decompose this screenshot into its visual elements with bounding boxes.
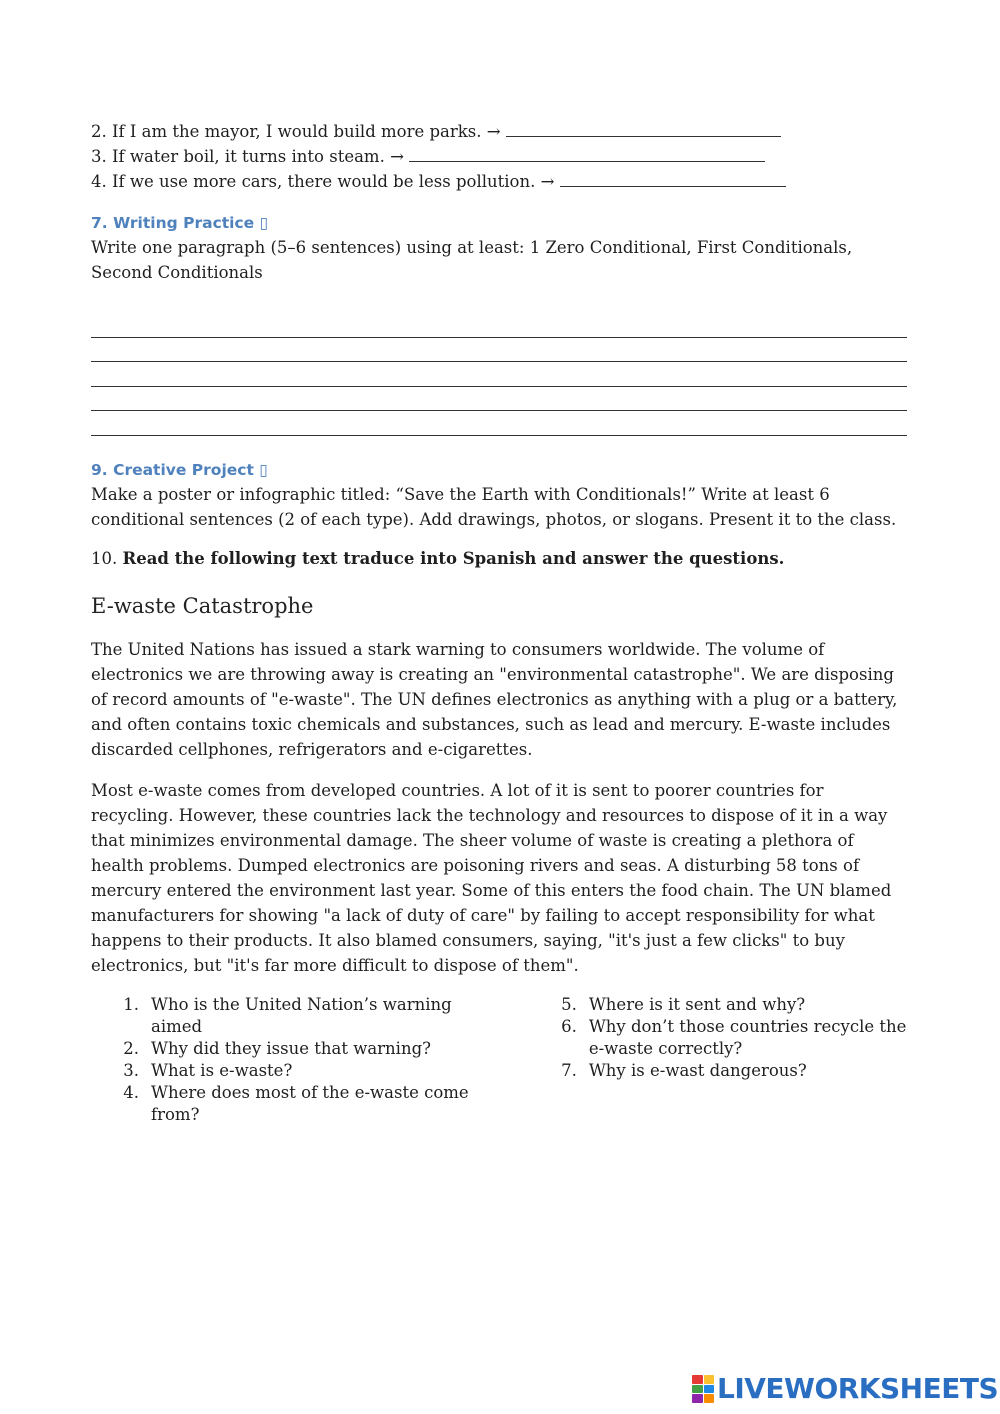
question-number: 6. xyxy=(561,1016,577,1036)
writing-line[interactable] xyxy=(91,387,907,412)
question-5 xyxy=(559,994,907,1016)
exercise-item-text: 3. If water boil, it turns into steam. → xyxy=(91,147,410,166)
logo-text: LIVEWORKSHEETS xyxy=(717,1372,999,1405)
article-title: E-waste Catastrophe xyxy=(91,593,314,618)
question-number: 2. xyxy=(123,1038,139,1058)
question-2 xyxy=(91,1038,499,1060)
logo-square xyxy=(692,1375,703,1384)
logo-square xyxy=(704,1385,715,1394)
logo-square xyxy=(692,1385,703,1394)
exercise-item-text: 2. If I am the mayor, I would build more parks. → xyxy=(91,122,506,141)
section-7-heading: 7. Writing Practice ▯ xyxy=(91,214,269,232)
question-text: Why did they issue that warning? xyxy=(151,1038,431,1058)
question-4 xyxy=(91,1082,499,1126)
logo-square xyxy=(704,1375,715,1384)
answer-blank[interactable] xyxy=(560,171,786,187)
question-6 xyxy=(559,1016,907,1060)
writing-lines[interactable] xyxy=(91,313,907,436)
question-3 xyxy=(91,1060,499,1082)
question-number: 5. xyxy=(561,994,577,1014)
section-10-number: 10. xyxy=(91,548,123,568)
answer-blank[interactable] xyxy=(409,146,765,162)
section-10-text: Read the following text traduce into Spanish and answer the questions. xyxy=(122,548,785,568)
section-9-instruction: Make a poster or infographic titled: “Save the Earth with Conditionals!” Write at least 6 conditional sentences (2 of each type). Add drawings, photos, or slogans. Present it to the class. xyxy=(91,484,897,529)
question-number: 7. xyxy=(561,1060,577,1080)
exercise-item-2 xyxy=(91,119,907,144)
question-number: 4. xyxy=(123,1082,139,1102)
liveworksheets-logo xyxy=(692,1374,998,1404)
section-10-instruction xyxy=(91,546,907,571)
questions-right-column xyxy=(559,994,907,1126)
question-7 xyxy=(559,1060,907,1082)
logo-mark-icon xyxy=(692,1375,714,1403)
section-9-heading: 9. Creative Project ▯ xyxy=(91,460,268,479)
question-text: Who is the United Nation’s warning aimed xyxy=(151,994,452,1036)
article-paragraph-2: Most e-waste comes from developed countries. A lot of it is sent to poorer countries for recycling. However, these countries lack the technology and resources to dispose of it in a way that minimizes environmental damage. The sheer volume of waste is creating a plethora of health problems. Dumped electronics are poisoning rivers and seas. A disturbing 58 tons of mercury entered the environment last year. Some of this enters the food chain. The UN blamed manufacturers for showing "a lack of duty of care" by failing to accept responsibility for what happens to their products. It also blamed consumers, saying, "it's just a few clicks" to buy electronics, but "it's far more difficult to dispose of them". xyxy=(91,780,892,975)
question-text: Why don’t those countries recycle the e-waste correctly? xyxy=(588,1016,907,1058)
answer-blank[interactable] xyxy=(506,121,781,137)
exercise-item-3 xyxy=(91,144,907,169)
exercise-item-text: 4. If we use more cars, there would be less pollution. → xyxy=(91,172,560,191)
logo-square xyxy=(704,1394,715,1403)
writing-line[interactable] xyxy=(91,338,907,363)
logo-square xyxy=(692,1394,703,1403)
question-text: What is e-waste? xyxy=(151,1060,293,1080)
section-7-instruction: Write one paragraph (5–6 sentences) using at least: 1 Zero Conditional, First Conditionals, Second Conditionals xyxy=(91,238,853,282)
question-text: Where is it sent and why? xyxy=(588,994,806,1014)
article-paragraph-1: The United Nations has issued a stark warning to consumers worldwide. The volume of electronics we are throwing away is creating an "environmental catastrophe". We are disposing of record amounts of "e-waste". The UN defines electronics as anything with a plug or a battery, and often contains toxic chemicals and substances, such as lead and mercury. E-waste includes discarded cellphones, refrigerators and e-cigarettes. xyxy=(91,639,898,759)
question-number: 3. xyxy=(123,1060,139,1080)
question-text: Why is e-wast dangerous? xyxy=(588,1060,807,1080)
writing-line[interactable] xyxy=(91,313,907,338)
comprehension-questions xyxy=(91,994,907,1126)
exercise-item-4 xyxy=(91,169,907,194)
question-number: 1. xyxy=(123,994,139,1014)
exercise-6-items xyxy=(91,119,907,194)
question-text: Where does most of the e-waste come from? xyxy=(151,1082,469,1124)
worksheet-page xyxy=(91,119,907,1126)
question-1 xyxy=(91,994,499,1038)
writing-line[interactable] xyxy=(91,362,907,387)
writing-line[interactable] xyxy=(91,411,907,436)
questions-left-column xyxy=(91,994,499,1126)
